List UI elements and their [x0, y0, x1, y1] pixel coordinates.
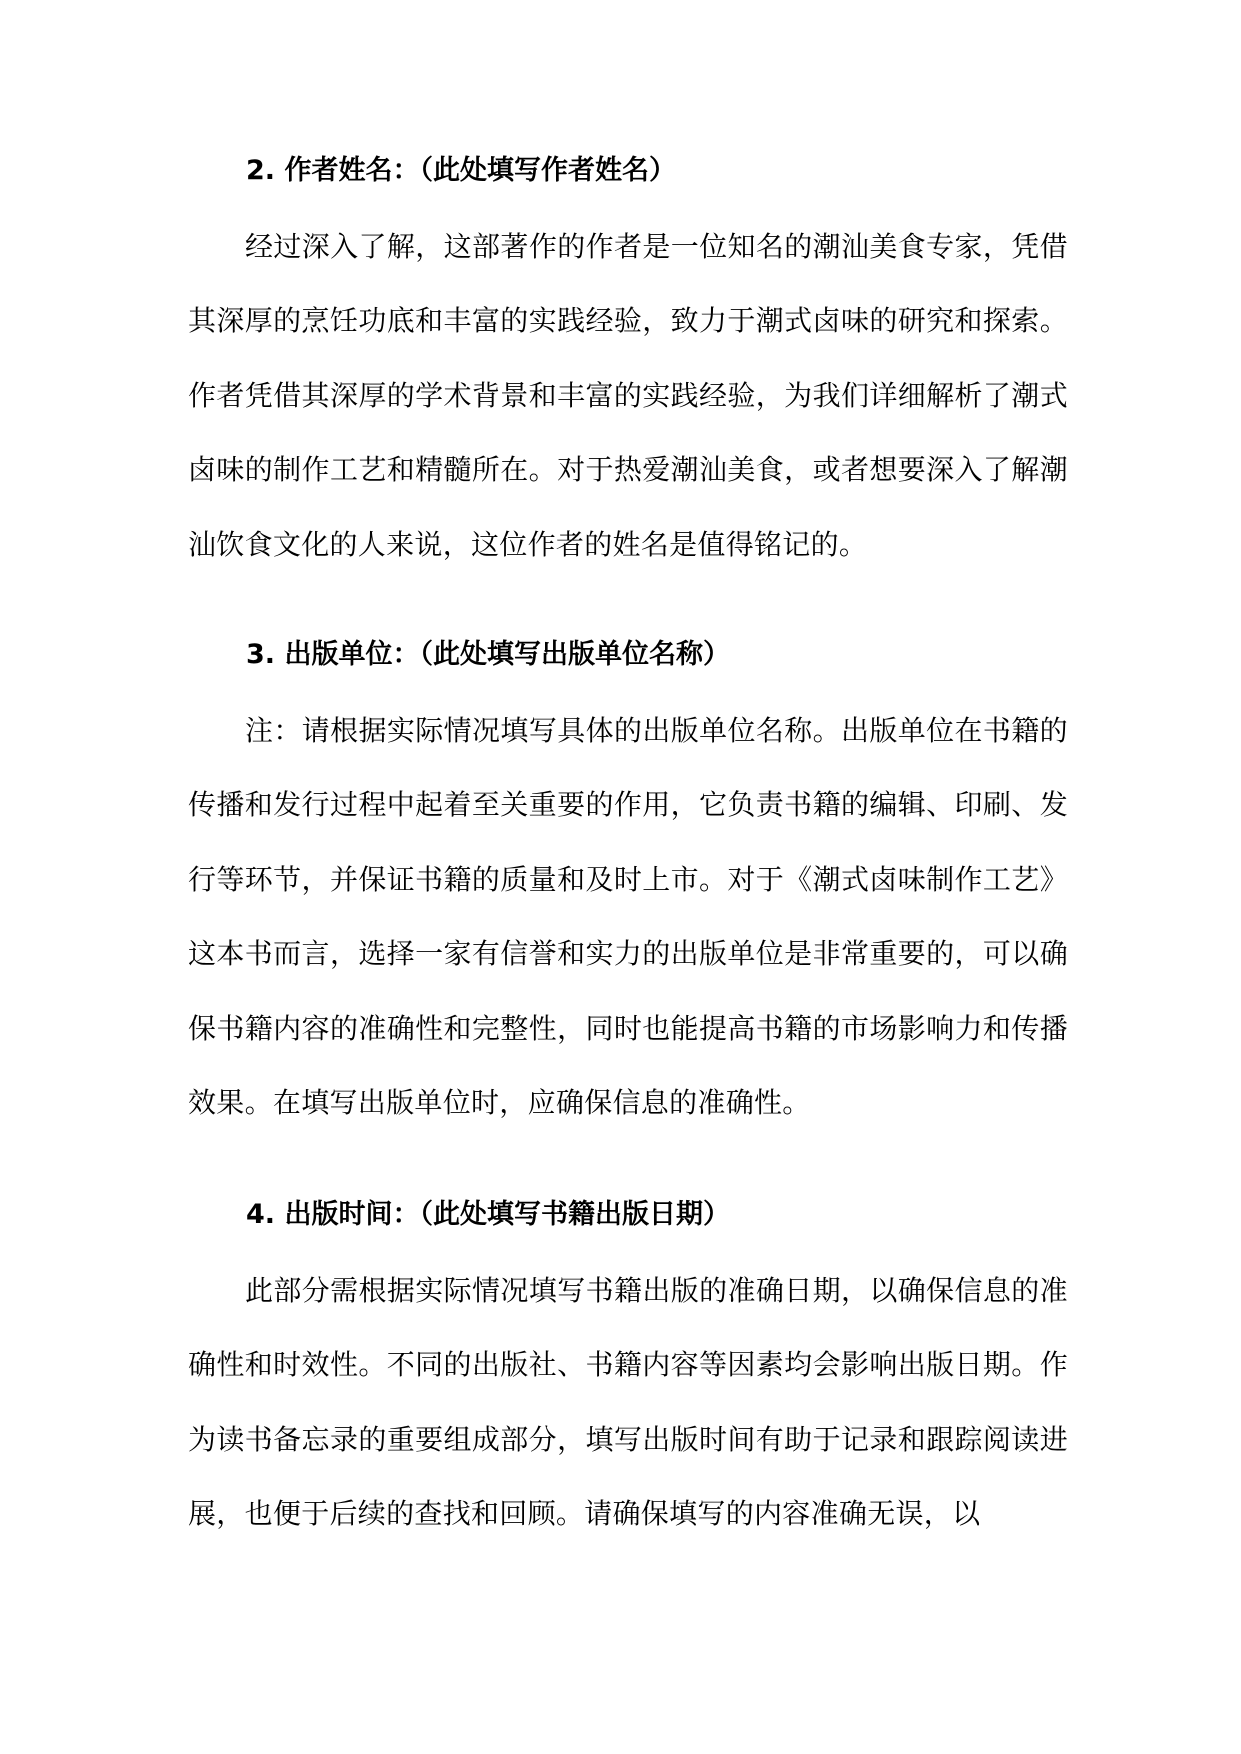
section-body-publisher: 注：请根据实际情况填写具体的出版单位名称。出版单位在书籍的传播和发行过程中起着至关重要的作用，它负责书籍的编辑、印刷、发行等环节，并保证书籍的质量和及时上市。对于《潮式卤味制作工艺》这本书而言，选择一家有信誉和实力的出版单位是非常重要的，可以确保书籍内容的准确性和完整性，同时也能提高书籍的市场影响力和传播效果。在填写出版单位时，应确保信息的准确性。	[188, 714, 1068, 1120]
section-body-publish-date: 此部分需根据实际情况填写书籍出版的准确日期，以确保信息的准确性和时效性。不同的出版社、书籍内容等因素均会影响出版日期。作为读书备忘录的重要组成部分，填写出版时间有助于记录和跟踪阅读进展，也便于后续的查找和回顾。请确保填写的内容准确无误，以	[188, 1274, 1068, 1531]
section-heading-publisher: 3. 出版单位：（此处填写出版单位名称）	[246, 639, 730, 670]
section-heading-author: 2. 作者姓名：（此处填写作者姓名）	[246, 155, 676, 186]
section-heading-publish-date: 4. 出版时间：（此处填写书籍出版日期）	[246, 1199, 730, 1230]
section-body-author: 经过深入了解，这部著作的作者是一位知名的潮汕美食专家，凭借其深厚的烹饪功底和丰富的实践经验，致力于潮式卤味的研究和探索。作者凭借其深厚的学术背景和丰富的实践经验，为我们详细解析了潮式卤味的制作工艺和精髓所在。对于热爱潮汕美食，或者想要深入了解潮汕饮食文化的人来说，这位作者的姓名是值得铭记的。	[188, 230, 1068, 561]
